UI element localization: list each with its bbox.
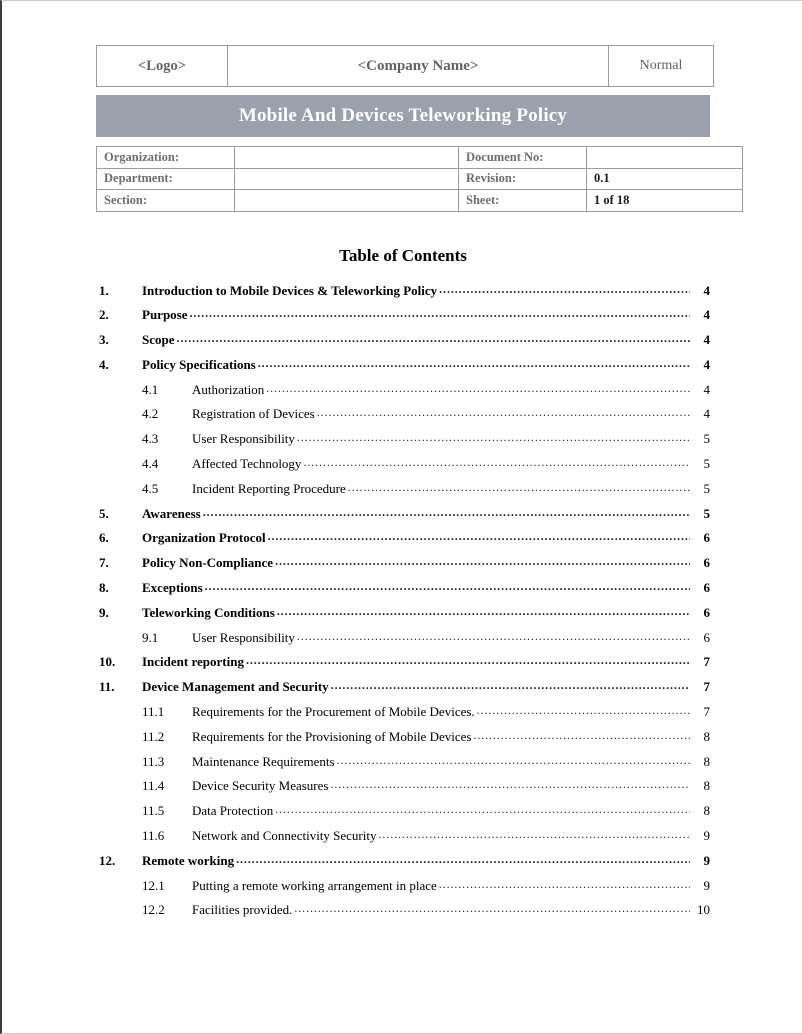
toc-entry-number: 4.4 (142, 456, 159, 472)
toc-entry[interactable] (96, 729, 710, 754)
toc-entry-page-number: 7 (703, 704, 710, 720)
toc-leader-dots (277, 604, 690, 619)
toc-entry-number: 5. (99, 505, 109, 521)
info-value-department[interactable] (235, 168, 459, 190)
toc-entry[interactable] (96, 481, 710, 506)
toc-entry-page-number: 9 (703, 877, 710, 893)
toc-entry[interactable] (96, 853, 710, 878)
table-of-contents-heading: Table of Contents (339, 245, 467, 265)
toc-entry-title: Teleworking Conditions (142, 604, 275, 620)
toc-entry[interactable] (96, 382, 710, 407)
document-title-banner (96, 95, 710, 137)
toc-entry[interactable] (96, 605, 710, 630)
toc-leader-dots (258, 356, 690, 371)
toc-entry-number: 11.4 (142, 778, 165, 794)
toc-leader-dots (303, 455, 690, 470)
toc-entry-page-number: 9 (703, 852, 710, 868)
toc-entry-title: Requirements for the Provisioning of Mobile Devices (192, 728, 472, 744)
toc-leader-dots (297, 629, 690, 644)
toc-entry-page-number: 6 (703, 580, 710, 596)
toc-leader-dots (379, 827, 691, 842)
toc-entry[interactable] (96, 332, 710, 357)
document-header-table (96, 45, 714, 87)
toc-entry-page-number: 8 (703, 728, 710, 744)
toc-entry-page-number: 4 (703, 282, 710, 298)
toc-entry-number: 11.5 (142, 803, 165, 819)
toc-entry-number: 7. (99, 555, 109, 571)
document-info-table (96, 146, 743, 212)
toc-entry[interactable] (96, 878, 710, 903)
toc-entry[interactable] (96, 530, 710, 555)
toc-entry[interactable] (96, 902, 710, 927)
toc-entry-page-number: 6 (703, 604, 710, 620)
toc-entry[interactable] (96, 778, 710, 803)
page-content (96, 45, 710, 927)
toc-entry[interactable] (96, 828, 710, 853)
table-row (97, 147, 743, 169)
toc-entry-title: User Responsibility (192, 431, 295, 447)
toc-entry-number: 12.2 (142, 902, 165, 918)
toc-entry-page-number: 9 (703, 828, 710, 844)
header-company-cell: <Company Name> (228, 46, 609, 87)
toc-entry-title: Registration of Devices (192, 406, 315, 422)
toc-entry-page-number: 5 (703, 505, 710, 521)
toc-entry-number: 11.1 (142, 704, 165, 720)
toc-entry-page-number: 4 (703, 356, 710, 372)
toc-leader-dots (337, 753, 690, 768)
toc-entry-number: 11.3 (142, 753, 165, 769)
toc-entry[interactable] (96, 406, 710, 431)
info-label-sheet: Sheet: (459, 190, 587, 212)
toc-leader-dots (348, 480, 690, 495)
toc-entry-title: Authorization (192, 381, 265, 397)
table-row (97, 46, 714, 87)
toc-entry-title: Policy Specifications (142, 356, 256, 372)
toc-leader-dots (205, 579, 690, 594)
toc-entry-title: Requirements for the Procurement of Mobile Devices. (192, 704, 475, 720)
toc-entry[interactable] (96, 431, 710, 456)
info-value-document-no[interactable] (587, 147, 743, 169)
toc-entry-number: 9. (99, 604, 109, 620)
toc-leader-dots (275, 802, 690, 817)
toc-entry-page-number: 6 (703, 555, 710, 571)
toc-entry-page-number: 7 (703, 679, 710, 695)
header-logo-cell: <Logo> (97, 46, 228, 87)
toc-entry-number: 1. (99, 282, 109, 298)
toc-entry-title: Facilities provided. (192, 902, 293, 918)
toc-entry-title: Device Security Measures (192, 778, 329, 794)
toc-entry-title: Remote working (142, 852, 235, 868)
table-row (97, 168, 743, 190)
toc-entry-title: Organization Protocol (142, 530, 266, 546)
toc-entry-title: Awareness (142, 505, 201, 521)
table-row (97, 190, 743, 212)
toc-entry-page-number: 5 (703, 480, 710, 496)
toc-entry-number: 11. (99, 679, 115, 695)
toc-entry-number: 12. (99, 852, 116, 868)
toc-entry-title: Incident reporting (142, 654, 244, 670)
toc-entry-page-number: 4 (703, 307, 710, 323)
toc-leader-dots (268, 529, 690, 544)
toc-entry-page-number: 10 (697, 902, 710, 918)
toc-leader-dots (439, 282, 690, 297)
toc-entry-number: 4. (99, 356, 109, 372)
toc-entry-title: User Responsibility (192, 629, 295, 645)
toc-entry[interactable] (96, 555, 710, 580)
toc-entry-number: 11.6 (142, 828, 165, 844)
toc-entry-title: Purpose (142, 307, 188, 323)
toc-leader-dots (236, 852, 690, 867)
toc-entry-title: Maintenance Requirements (192, 753, 335, 769)
toc-entry-page-number: 5 (703, 456, 710, 472)
info-value-section[interactable] (235, 190, 459, 212)
toc-leader-dots (266, 381, 690, 396)
toc-entry-number: 4.5 (142, 480, 159, 496)
toc-entry[interactable] (96, 283, 710, 308)
toc-entry-title: Network and Connectivity Security (192, 828, 377, 844)
info-label-organization: Organization: (97, 147, 235, 169)
toc-entry[interactable] (96, 506, 710, 531)
toc-entry-title: Policy Non-Compliance (142, 555, 274, 571)
toc-leader-dots (246, 653, 690, 668)
toc-leader-dots (330, 777, 690, 792)
info-label-document-no: Document No: (459, 147, 587, 169)
info-value-organization[interactable] (235, 147, 459, 169)
toc-leader-dots (477, 703, 690, 718)
toc-leader-dots (203, 505, 690, 520)
toc-entry-title: Exceptions (142, 580, 203, 596)
toc-entry-number: 10. (99, 654, 116, 670)
toc-entry[interactable] (96, 580, 710, 605)
toc-entry-page-number: 4 (703, 406, 710, 422)
toc-entry-number: 8. (99, 580, 109, 596)
toc-entry-page-number: 5 (703, 431, 710, 447)
toc-entry-page-number: 7 (703, 654, 710, 670)
toc-entry-page-number: 8 (703, 778, 710, 794)
toc-entry-page-number: 4 (703, 381, 710, 397)
toc-entry[interactable] (96, 704, 710, 729)
toc-entry-number: 3. (99, 332, 109, 348)
toc-entry-number: 2. (99, 307, 109, 323)
toc-entry[interactable] (96, 754, 710, 779)
toc-leader-dots (439, 877, 690, 892)
toc-entry-title: Scope (142, 332, 175, 348)
toc-entry[interactable] (96, 357, 710, 382)
info-value-sheet[interactable]: 1 of 18 (587, 190, 743, 212)
toc-entry-number: 11.2 (142, 728, 165, 744)
toc-entry-page-number: 8 (703, 753, 710, 769)
toc-entry-title: Incident Reporting Procedure (192, 480, 346, 496)
header-status-cell: Normal (609, 46, 714, 87)
toc-leader-dots (275, 554, 690, 569)
toc-leader-dots (473, 728, 690, 743)
toc-entry-title: Affected Technology (192, 456, 302, 472)
toc-entry[interactable] (96, 679, 710, 704)
toc-leader-dots (297, 430, 690, 445)
info-label-section: Section: (97, 190, 235, 212)
toc-entry-number: 4.3 (142, 431, 159, 447)
toc-entry-title: Introduction to Mobile Devices & Teleworking Policy (142, 282, 438, 298)
info-label-department: Department: (97, 168, 235, 190)
toc-entry[interactable] (96, 307, 710, 332)
toc-entry-title: Data Protection (192, 803, 274, 819)
page-title: Mobile And Devices Teleworking Policy (238, 105, 568, 126)
toc-leader-dots (331, 678, 690, 693)
toc-entry-number: 4.1 (142, 381, 159, 397)
toc-entry-number: 4.2 (142, 406, 159, 422)
toc-entry-page-number: 6 (703, 530, 710, 546)
toc-entry-page-number: 8 (703, 803, 710, 819)
toc-leader-dots (190, 306, 691, 321)
toc-entry-page-number: 6 (703, 629, 710, 645)
table-of-contents-list (96, 283, 710, 928)
toc-entry[interactable] (96, 803, 710, 828)
toc-entry-number: 9.1 (142, 629, 159, 645)
toc-entry-number: 6. (99, 530, 109, 546)
toc-entry[interactable] (96, 630, 710, 655)
info-label-revision: Revision: (459, 168, 587, 190)
toc-entry-title: Putting a remote working arrangement in place (192, 877, 437, 893)
toc-entry[interactable] (96, 456, 710, 481)
toc-entry-page-number: 4 (703, 332, 710, 348)
toc-entry-number: 12.1 (142, 877, 165, 893)
toc-leader-dots (317, 405, 690, 420)
toc-leader-dots (294, 901, 690, 916)
info-value-revision[interactable]: 0.1 (587, 168, 743, 190)
toc-entry-title: Device Management and Security (142, 679, 329, 695)
toc-entry[interactable] (96, 654, 710, 679)
toc-leader-dots (177, 331, 691, 346)
